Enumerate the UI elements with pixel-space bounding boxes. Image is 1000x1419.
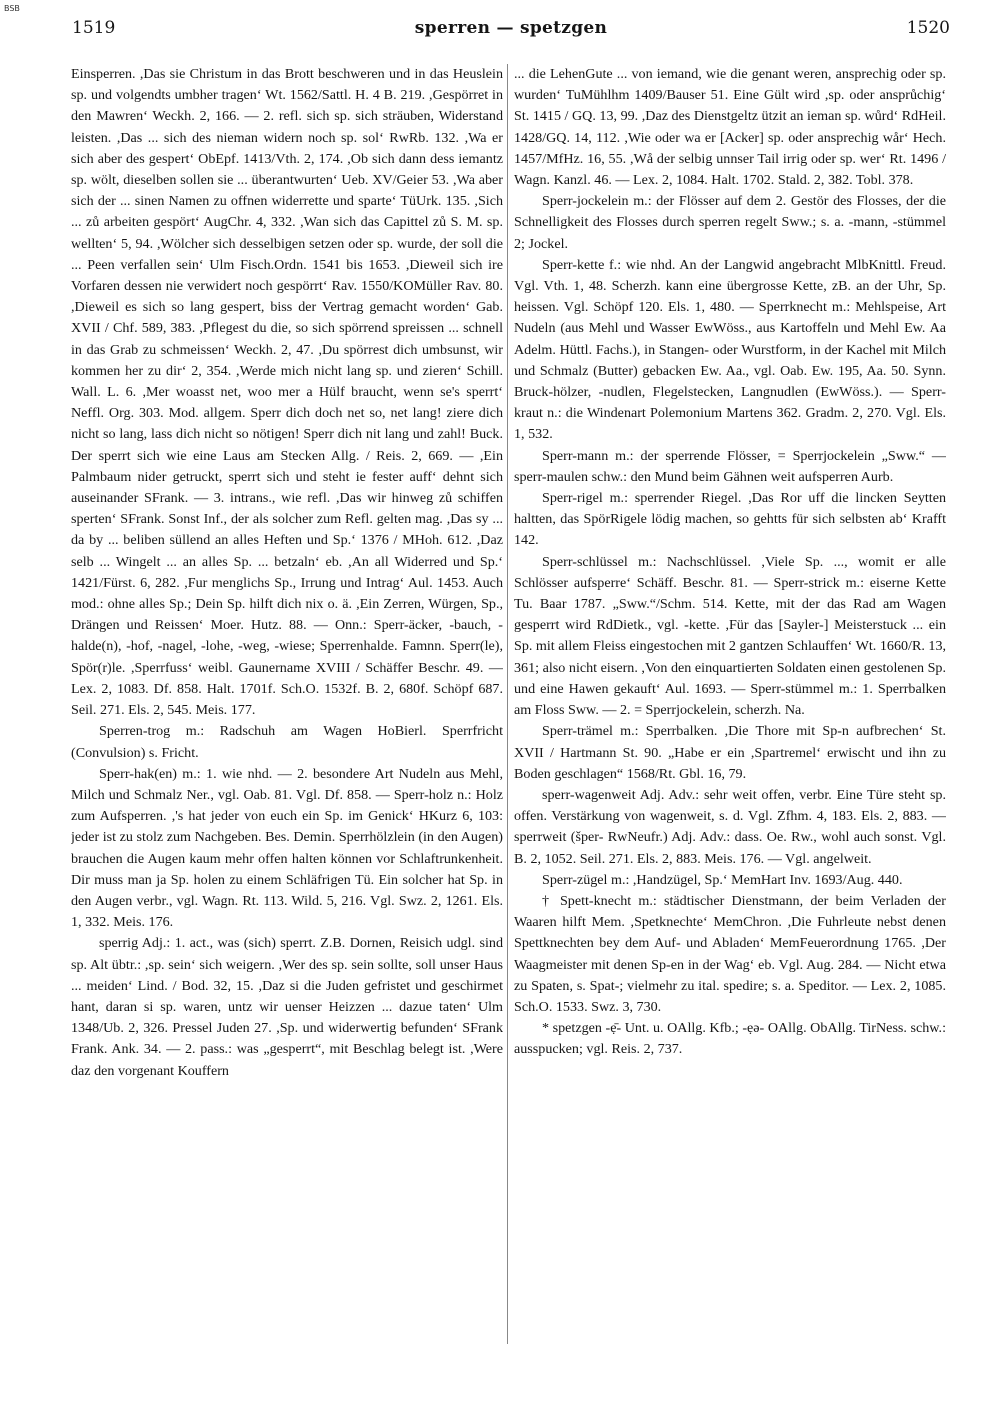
library-stamp: BSB xyxy=(4,4,20,13)
entry-paragraph: Sperr-hak(en) m.: 1. wie nhd. — 2. besondere Art Nudeln aus Mehl, Milch und Schmalz Ner., vgl. Oab. 81. Vgl. Df. 858. — Sperr-holz n.: Holz zum Aufsperren. ,'s hat jeder von euch ein Sp. im Genick‘ HKurz 6, 103: jeder ist zu stolz zum Nachgeben. Bes. Demin. Sperrhölzlein (in den Augen) brauchen die Augen kaum mehr offen halten können vor Schlaftrunkenheit. Dir muss man ja Sp. holen zu einem Schläfrigen Tü. Ein solcher hat Sp. in den Augen verbr., vgl. Wagn. Rt. 113. Wild. 5, 216. Vgl. Swz. 2, 1261. Els. 1, 332. Meis. 176. xyxy=(71,765,503,931)
entry-paragraph: Sperren-trog m.: Radschuh am Wagen HoBierl. Sperrfricht (Convulsion) s. Fricht. xyxy=(71,723,503,761)
right-column xyxy=(514,64,946,1349)
entry-paragraph: sperrig Adj.: 1. act., was (sich) sperrt. Z.B. Dornen, Reisich udgl. sind sp. Alt übtr.: ,sp. sein‘ sich weigern. ,Wer des sp. sein sollte, soll unser Haus ... meiden‘ Lind. / Bod. 32, 15. ,Daz si die Juden gefristet und geschirmet hant, daran si sp. waren, untz wir uenser Heizzen ... dazue taten‘ Ulm 1348/Ub. 2, 326. Pressel Juden 27. ,Sp. und widerwertig befunden‘ SFrank Frank. Ank. 34. — 2. pass.: was „gesperrt“, mit Beschlag belegt ist. ,Were daz den vorgenant Kouffern xyxy=(71,935,503,1079)
entry-paragraph: * spetzgen -ẹ̄- Unt. u. OAllg. Kfb.; -ẹə- OAllg. ObAllg. TirNess. schw.: ausspucken; vgl. Reis. 2, 737. xyxy=(514,1020,946,1058)
running-title: sperren — spetzgen xyxy=(414,18,608,38)
entry-paragraph: Sperr-trämel m.: Sperrbalken. ,Die Thore mit Sp-n aufbrechen‘ St. XVII / Hartmann St. 90. „Habe er ein ,Spartremel‘ erwischt und ihn zu Boden geschlagen“ 1568/Rt. Gbl. 16, 79. xyxy=(514,723,946,782)
entry-paragraph: Sperr-mann m.: der sperrende Flösser, = Sperrjockelein „Sww.“ — sperr-maulen schw.: den Mund beim Gähnen weit aufsperren Aurb. xyxy=(514,447,946,485)
entry-paragraph: Einsperren. ,Das sie Christum in das Brott beschweren und in das Heuslein sp. und volgendts umbher tragen‘ Wt. 1562/Sattl. H. 4 B. 219. ,Gespörret in den Mawren‘ Weckh. 2, 166. — 2. refl. sich sp. sich sträuben, Widerstand leisten. ,Das ... sich des nieman widern noch sp. sol‘ RwRb. 132. ,Wa er sich aber des gespert‘ ObEpf. 1413/Vth. 2, 174. ,Ob sich dann dess iemantz sp. wölt, dieselben sollen sie ... überantwurten‘ Ueb. XV/Geier 53. ,Wa aber sich der ... sinen Namen zu offnen widerrette und sparte‘ TüUrk. 135. ,Sich ... zů arbeiten gespört‘ AugChr. 4, 332. ,Wan sich das Capittel zů S. M. sp. wellten‘ 5, 94. ,Wölcher sich desselbigen setzen oder sp. wurde, der soll die ... Peen verfallen sein‘ Ulm Fisch.Ordn. 1541 bis 1653. ,Dieweil sich ire Vorfaren dessen nie verwidert noch gespörrt‘ Rav. 1550/KOMüller Rav. 80. ,Dieweil es sich so lang gespert, biss der Vertrag gemacht worden‘ Gab. XVII / Chf. 589, 383. ,Pflegest du die, so sich spörrend spreissen ... schnell in das Grab zu schmeissen‘ Weckh. 2, 47. ,Du spörrest dich umbsunst, wir kommen her zu dir‘ 2, 354. ,Werde mich nicht lang sp. und zieren‘ Schill. Wall. L. 6. ,Mer woasst net, woo mer a Hülf braucht, wenn se's sperrt‘ Neffl. Org. 303. Mod. allgem. Sperr dich doch net so, net lang! ziere dich nicht so lang, lass dich nicht so nötigen! Sperr dich nit lang und zahl! Buck. Der sperrt sich wie eine Laus am Stecken Allg. / Reis. 2, 669. — ,Ein Palmbaum nider getruckt, sperrt sich und steht ie fester auff‘ dehnt sich auseinander SFrank. — 3. intrans., wie refl. ,Das wir hinweg zů schiffen sperten‘ SFrank. Sonst Inf., der als solcher zum Refl. gelten mag. ,Das sy ... da by ... beliben süllend an alles Heften und Sp.‘ 1376 / MHoh. 612. ,Daz selb ... Wingelt ... an alles Sp. ... betzaln‘ eb. ,An all Widerred und Sp.‘ 1421/Fürst. 6, 282. ,Fur menglichs Sp., Irrung und Intrag‘ Aul. 1453. Auch mod.: ohne alles Sp.; Dein Sp. hilft dich nix o. ä. ,Ein Zerren, Würgen, Sp., Drängen und Reissen‘ Moer. Hutz. 88. — Onn.: Sperr-äcker, -bauch, -halde(n), -hof, -nagel, -lohe, -weg, -wiese; Sperrenhalde. Famnn. Sperr(le), Spör(r)le. ,Sperrfuss‘ weibl. Gaunername XVIII / Schäffer Beschr. 49. — Lex. 2, 1083. Df. 858. Halt. 1701f. Sch.O. 1532f. B. 2, 680f. Schöpf 687. Seil. 271. Els. 2, 545. Meis. 177. xyxy=(71,66,503,719)
page-number-left: 1519 xyxy=(72,18,116,38)
entry-paragraph: Sperr-jockelein m.: der Flösser auf dem 2. Gestör des Flosses, der die Schnelligkeit des Flosses durch sperren regelt Sww.; s. a. -mann, -stümmel 2; Jockel. xyxy=(514,193,946,252)
page-number-right: 1520 xyxy=(906,18,950,38)
entry-paragraph: Sperr-kette f.: wie nhd. An der Langwid angebracht MlbKnittl. Freud. Vgl. Vth. 1, 48. Scherzh. kann eine übergrosse Kette, zB. an der Uhr, Sp. heissen. Vgl. Schöpf 120. Els. 1, 480. — Sperrknecht m.: Mehlspeise, Art Nudeln (aus Mehl und Wasser EwWöss., aus Kartoffeln und Mehl Ew. Aa Adelm. Hüttl. Fachs.), in Stangen- oder Wurstform, in der Kachel mit Milch und Schmalz (Butter) gebacken Ew. Aa., vgl. Oab. Ew. 195, Aa. 50. Synn. Bruck-hölzer, -nudlen, Flegelstecken, Langnudlen (EwWöss.). — Sperr-kraut n.: die Windenart Polemonium Martens 362. Gradm. 2, 270. Vgl. Els. 1, 532. xyxy=(514,256,946,443)
entry-paragraph: Sperr-zügel m.: ,Handzügel, Sp.‘ MemHart Inv. 1693/Aug. 440. xyxy=(542,871,903,888)
entry-paragraph: Sperr-rigel m.: sperrender Riegel. ,Das Ror uff die lincken Seytten haltten, das SpörRigele lödig machen, so gehtts für sich selbsten ab‘ Krafft 142. xyxy=(514,490,946,549)
entry-paragraph: sperr-wagenweit Adj. Adv.: sehr weit offen, verbr. Eine Türe steht sp. offen. Verstärkung von wagenweit, s. d. Vgl. Zfhm. 4, 183. Els. 2, 883. — sperrweit (šper- RwNeufr.) Adj. Adv.: dass. Oe. Rw., wohl auch sonst. Vgl. B. 2, 1052. Seil. 271. Els. 2, 883. Meis. 176. — Vgl. angelweit. xyxy=(514,786,946,867)
left-column xyxy=(71,64,503,1349)
column-divider xyxy=(507,64,508,1344)
entry-paragraph: Sperr-schlüssel m.: Nachschlüssel. ,Viele Sp. ..., womit er alle Schlösser aufsperre‘ Schäff. Beschr. 81. — Sperr-strick m.: eiserne Kette Tu. Baar 1787. „Sww.“/Schm. 514. Kette, mit der das Rad am Wagen gesperrt wird RdDietk., vgl. -kette. ,Für das [Sayler-] Meisterstuck ... ein Sp. mit allem Fleiss eingestochen mit 2 gantzen Schlauffen‘ Wt. 1660/R. 13, 361; also nicht eisern. ,Von den einquartierten Soldaten einen gestolenen Sp. und eine Hawen gekauft‘ Aul. 1693. — Sperr-stümmel m.: 1. Sperrbalken am Floss Sww. — 2. = Sperrjockelein, scherzh. Na. xyxy=(514,553,946,719)
page-header xyxy=(72,18,950,44)
entry-paragraph: † Spett-knecht m.: städtischer Dienstmann, der beim Verladen der Waaren hilft Mem. ,Spetknechte‘ MemChron. ,Die Fuhrleute nebst denen Spettknechten bey dem Auf- und Abladen‘ MemFeuerordnung 1765. ,Der Waagmeister mit denen Sp-en in der Wag‘ eb. Vgl. Aug. 284. — Nicht etwa zu Spaten, s. Spat-; vielmehr zu ital. spedire; s. a. Speditor. — Lex. 2, 1085. Sch.O. 1533. Swz. 3, 730. xyxy=(514,892,946,1015)
entry-paragraph: ... die LehenGute ... von iemand, wie die genant weren, ansprechig oder sp. wurden‘ TuMühlhm 1409/Bauser 51. Eine Gült wird ,sp. oder ansprůchig‘ St. 1415 / GQ. 13, 99. ,Daz des Dienstgeltz ützit an ieman sp. wůrd‘ RdHeil. 1428/GQ. 14, 112. ,Wie oder wa er [Acker] sp. oder ansprechig wår‘ Hech. 1457/MfHz. 16, 55. ,Wå der selbig unnser Tail irrig oder sp. wer‘ Rt. 1496 / Wagn. Kanzl. 46. — Lex. 2, 1084. Halt. 1702. Stald. 2, 382. Tobl. 378. xyxy=(514,66,946,189)
